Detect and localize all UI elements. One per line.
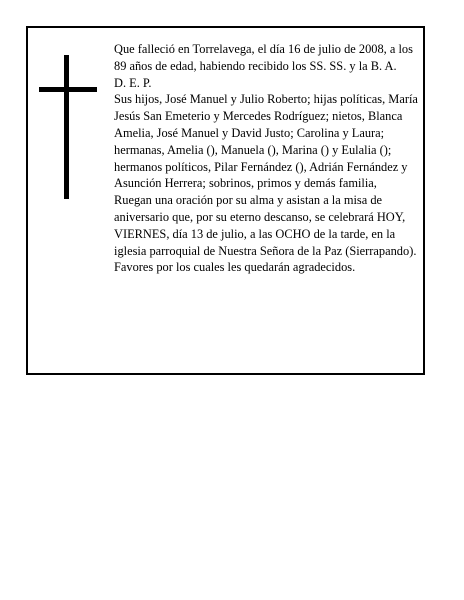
cross-vertical-bar — [64, 55, 69, 199]
cross-horizontal-bar — [39, 87, 97, 92]
death-announcement-paragraph: Que falleció en Torrelavega, el día 16 de julio de 2008, a los 89 años de edad, habiendo recibido los SS. SS. y la B. A. — [114, 42, 413, 73]
obituary-notice-frame — [26, 26, 425, 375]
mass-invitation-paragraph: Ruegan una oración por su alma y asistan a la misa de aniversario que, por su eterno descanso, se celebrará HOY, VIERNES, día 13 de julio, a las OCHO de la tarde, en la iglesia parroquial de Nuestra Señora de la Paz (Sierrapando). Favores por los cuales les quedarán agradecidos. — [114, 193, 417, 275]
obituary-text — [114, 41, 420, 276]
family-list-paragraph: Sus hijos, José Manuel y Julio Roberto; hijas políticas, María Jesús San Emeterio y Mercedes Rodríguez; nietos, Blanca Amelia, José Manuel y David Justo; Carolina y Laura; hermanas, Amelia (), Manuela (), Marina () y Eulalia (); hermanos políticos, Pilar Fernández (), Adrián Fernández y Asunción Herrera; sobrinos, primos y demás familia, — [114, 92, 418, 191]
latin-cross-icon — [38, 55, 98, 199]
rip-line: D. E. P. — [114, 75, 152, 90]
